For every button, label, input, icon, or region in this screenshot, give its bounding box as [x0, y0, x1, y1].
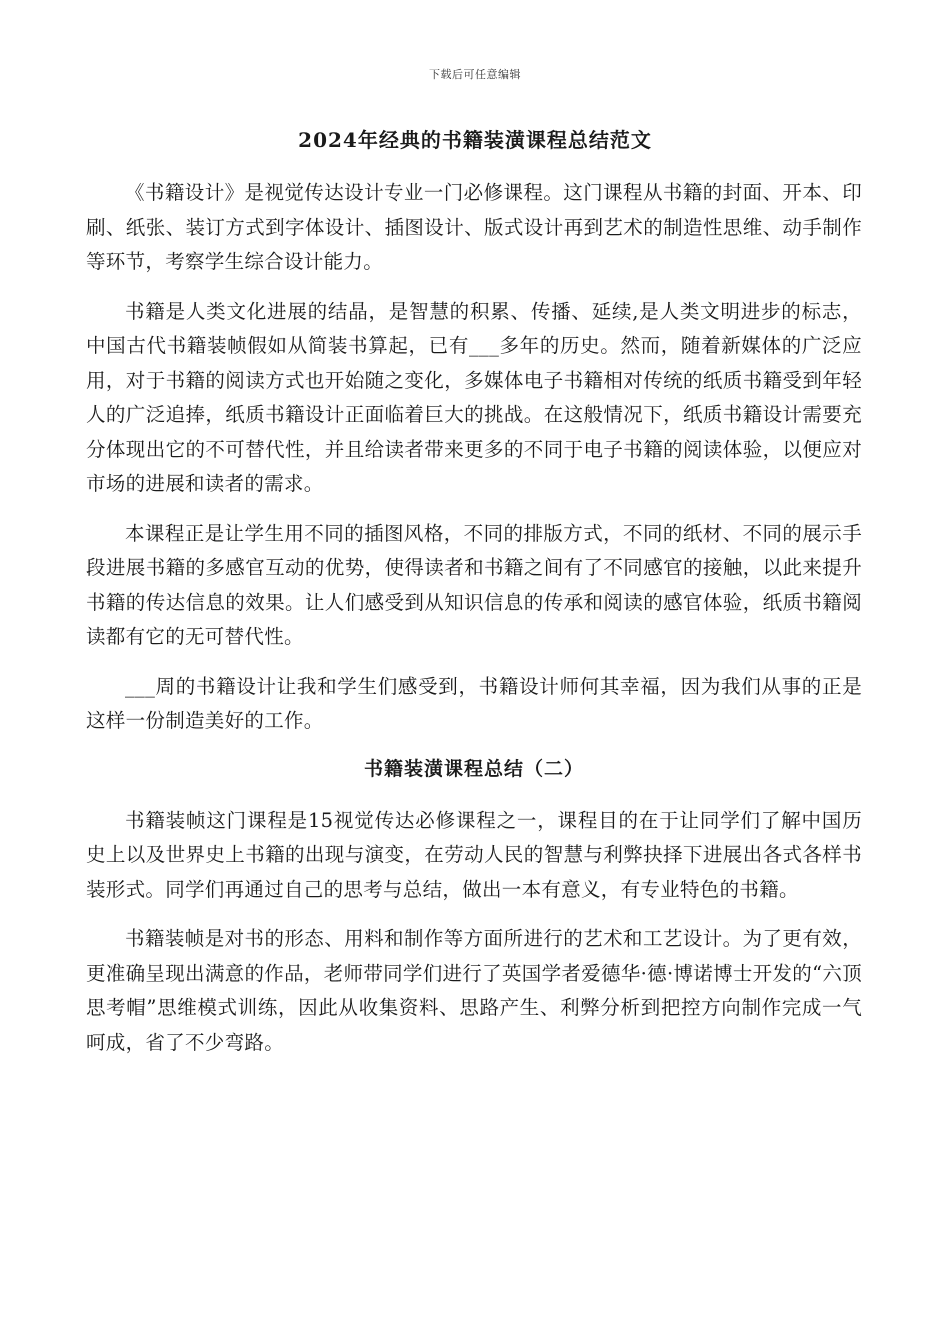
document-title: 2024年经典的书籍装潢课程总结范文 [298, 128, 652, 152]
section-title: 书籍装潢课程总结（二） [363, 757, 584, 780]
paragraph: 书籍装帧是对书的形态、用料和制作等方面所进行的艺术和工艺设计。为了更有效，更准确呈现出满意的作品，老师带同学们进行了英国学者爱德华·德·博诺博士开发的“六顶思考帽”思维模式训练，因此从收集资料、思路产生、利弊分析到把控方向制作完成一气呵成，省了不少弯路。 [86, 927, 862, 1054]
paragraph: ___周的书籍设计让我和学生们感受到，书籍设计师何其幸福，因为我们从事的正是这样一份制造美好的工作。 [86, 674, 862, 732]
paragraph: 书籍是人类文化进展的结晶，是智慧的积累、传播、延续,是人类文明进步的标志，中国古代书籍装帧假如从简装书算起，已有___多年的历史。然而，随着新媒体的广泛应用，对于书籍的阅读方式也开始随之变化，多媒体电子书籍相对传统的纸质书籍受到年轻人的广泛追捧，纸质书籍设计正面临着巨大的挑战。在这般情况下，纸质书籍设计需要充分体现出它的不可替代性，并且给读者带来更多的不同于电子书籍的阅读体验，以便应对市场的进展和读者的需求。 [86, 299, 862, 495]
paragraph: 本课程正是让学生用不同的插图风格，不同的排版方式，不同的纸材、不同的展示手段进展书籍的多感官互动的优势，使得读者和书籍之间有了不同感官的接触，以此来提升书籍的传达信息的效果。让人们感受到从知识信息的传承和阅读的感官体验，纸质书籍阅读都有它的无可替代性。 [86, 521, 862, 648]
paragraph: 《书籍设计》是视觉传达设计专业一门必修课程。这门课程从书籍的封面、开本、印刷、纸张、装订方式到字体设计、插图设计、版式设计再到艺术的制造性思维、动手制作等环节，考察学生综合设计能力。 [86, 181, 862, 273]
document-body [86, 176, 862, 1075]
paragraph: 书籍装帧这门课程是15视觉传达必修课程之一，课程目的在于让同学们了解中国历史上以及世界史上书籍的出现与演变，在劳动人民的智慧与利弊抉择下进展出各式各样书装形式。同学们再通过自己的思考与总结，做出一本有意义，有专业特色的书籍。 [86, 808, 862, 901]
download-note: 下载后可任意编辑 [429, 68, 521, 81]
